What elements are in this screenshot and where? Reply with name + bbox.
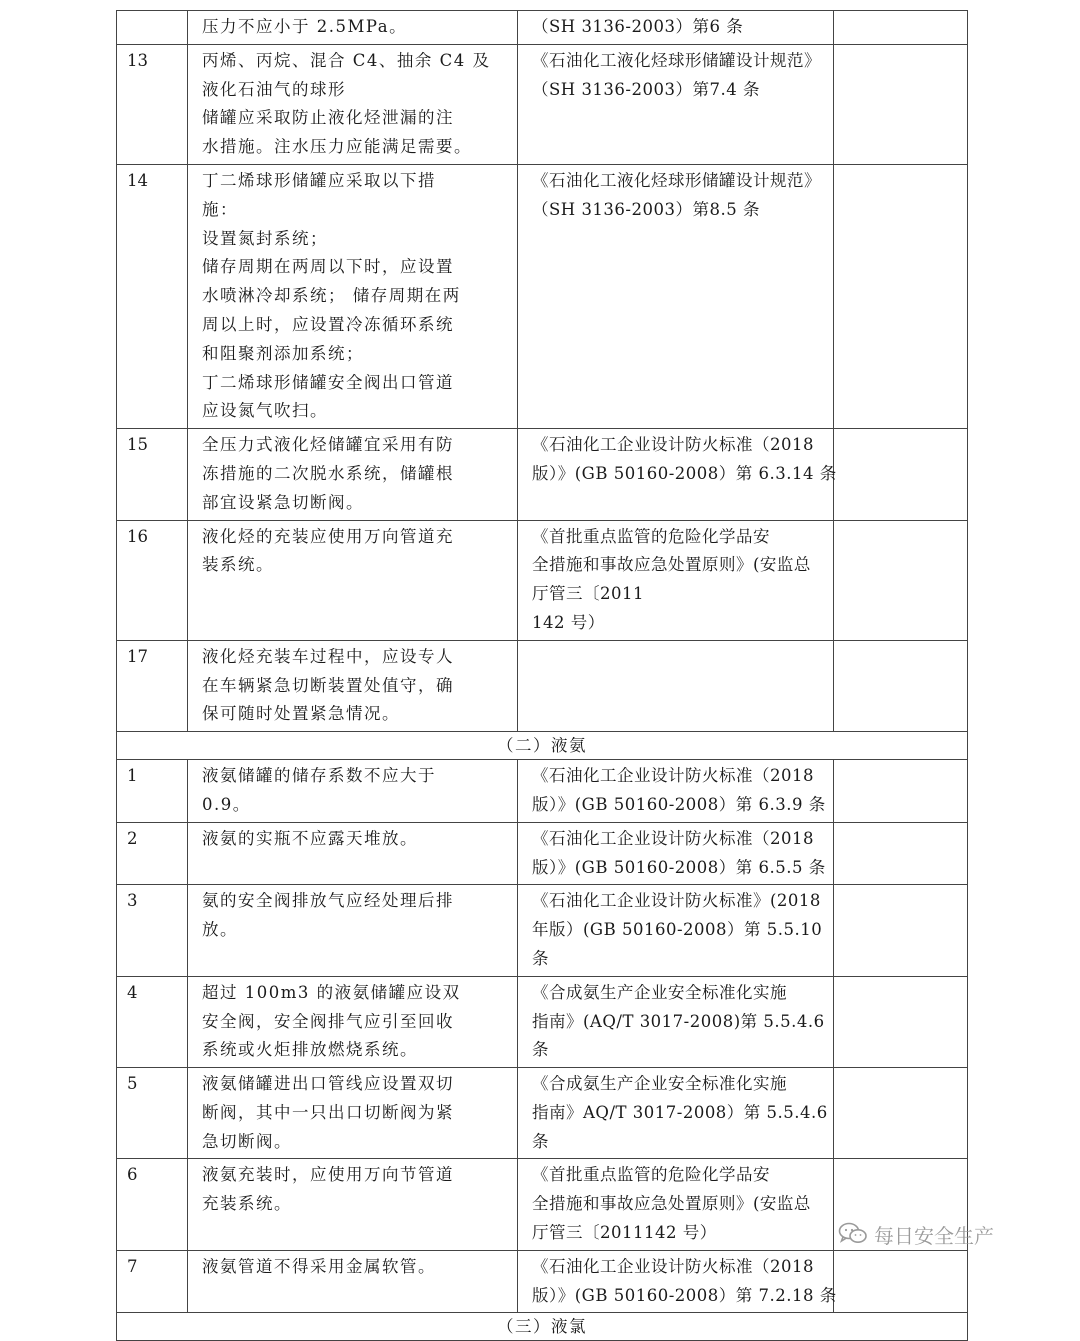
reference-cell (518, 11, 834, 45)
requirement-line: 液氨储罐的储存系数不应大于 (202, 766, 436, 786)
reference-cell (518, 44, 834, 164)
requirement-line: 充装系统。 (202, 1194, 292, 1214)
reference-line: 全措施和事故应急处置原则》(安监总 (532, 1194, 811, 1214)
reference-line: 《石油化工企业设计防火标准》(2018 (532, 891, 821, 911)
requirement-line: 安全阀，安全阀排气应引至回收 (202, 1011, 454, 1031)
reference-line: 指南》(AQ/T 3017-2008)第 5.5.4.6 (532, 1011, 825, 1031)
item-number: 2 (117, 822, 188, 885)
reference-cell (518, 520, 834, 640)
item-number: 5 (117, 1068, 188, 1159)
reference-line: 《石油化工企业设计防火标准（2018 (532, 435, 814, 455)
reference-line: 《石油化工企业设计防火标准（2018 (532, 766, 814, 786)
reference-line: 《石油化工液化烃球形储罐设计规范》 (532, 50, 821, 70)
requirement-line: 全压力式液化烃储罐宜采用有防 (202, 435, 454, 455)
requirement-line: 氨的安全阀排放气应经处理后排 (202, 891, 454, 911)
requirement-cell (188, 520, 518, 640)
table-row (117, 1250, 968, 1313)
remarks-cell (834, 11, 968, 45)
requirement-line: 冻措施的二次脱水系统，储罐根 (202, 463, 454, 483)
reference-cell (518, 1068, 834, 1159)
requirement-cell (188, 1250, 518, 1313)
requirement-line: 丁二烯球形储罐应采取以下措 (202, 170, 436, 190)
item-number: 14 (117, 164, 188, 428)
reference-cell (518, 429, 837, 520)
requirement-line: 超过 100m3 的液氨储罐应设双 (202, 982, 461, 1002)
wechat-icon (838, 1221, 868, 1247)
requirement-line: 水措施。注水压力应能满足需要。 (202, 137, 472, 157)
reference-cell (518, 760, 834, 823)
requirement-line: 保可随时处置紧急情况。 (202, 704, 400, 724)
requirement-line: 装系统。 (202, 555, 274, 575)
reference-line: 《石油化工企业设计防火标准（2018 (532, 1256, 814, 1276)
watermark (838, 1218, 994, 1250)
item-number: 17 (117, 640, 188, 731)
table-row (117, 976, 968, 1067)
item-number: 7 (117, 1250, 188, 1313)
item-number (117, 11, 188, 45)
requirement-line: 丁二烯球形储罐安全阀出口管道 (202, 372, 454, 392)
reference-line: （SH 3136-2003）第6 条 (532, 17, 744, 36)
requirement-line: 在车辆紧急切断装置处值守，确 (202, 675, 454, 695)
requirement-line: 压力不应小于 2.5MPa。 (202, 17, 408, 36)
reference-line: 142 号） (532, 612, 605, 632)
remarks-cell (834, 1068, 968, 1159)
regulation-document (116, 10, 968, 1341)
table-body (117, 11, 968, 1341)
item-number: 6 (117, 1159, 188, 1250)
reference-line: 版）》(GB 50160-2008）第 6.5.5 条 (532, 857, 826, 877)
reference-line: 全措施和事故应急处置原则》(安监总 (532, 555, 811, 575)
reference-line: 版）》(GB 50160-2008）第 6.3.14 条 (532, 463, 837, 483)
item-number: 3 (117, 885, 188, 976)
remarks-cell (834, 822, 968, 885)
requirement-cell (188, 822, 518, 885)
table-row (117, 640, 968, 731)
reference-cell (518, 1250, 837, 1313)
requirement-line: 液氨储罐进出口管线应设置双切 (202, 1074, 454, 1094)
reference-line: 《合成氨生产企业安全标准化实施 (532, 1074, 787, 1094)
reference-line: 厅管三〔2011142 号） (532, 1223, 717, 1243)
requirement-line: 部宜设紧急切断阀。 (202, 492, 364, 512)
requirement-cell (188, 1159, 518, 1250)
requirement-line: 0.9。 (202, 794, 251, 814)
reference-line: 条 (532, 1131, 549, 1151)
reference-cell (518, 885, 834, 976)
reference-line: 《首批重点监管的危险化学品安 (532, 526, 770, 546)
reference-line: 版）》(GB 50160-2008）第 7.2.18 条 (532, 1285, 837, 1305)
reference-cell (518, 822, 834, 885)
section-header-row (117, 1313, 968, 1341)
reference-cell (518, 640, 834, 731)
table-row (117, 885, 968, 976)
requirement-line: 和阻聚剂添加系统； (202, 343, 364, 363)
remarks-cell (834, 1250, 968, 1313)
requirement-line: 施： (202, 199, 238, 219)
reference-line: 《石油化工液化烃球形储罐设计规范》 (532, 170, 821, 190)
requirement-line: 液化石油气的球形 (202, 79, 346, 99)
requirement-cell (188, 760, 518, 823)
reference-line: 条 (532, 948, 549, 968)
remarks-cell (834, 640, 968, 731)
requirement-cell (188, 1068, 518, 1159)
item-number: 16 (117, 520, 188, 640)
regulation-table (116, 10, 968, 1341)
reference-line: 《合成氨生产企业安全标准化实施 (532, 982, 787, 1002)
section-header-row (117, 732, 968, 760)
requirement-line: 液化烃充装车过程中，应设专人 (202, 646, 454, 666)
remarks-cell (834, 44, 968, 164)
table-row (117, 822, 968, 885)
requirement-cell (188, 11, 518, 45)
reference-cell (518, 976, 834, 1067)
reference-line: 《首批重点监管的危险化学品安 (532, 1165, 770, 1185)
item-number: 1 (117, 760, 188, 823)
item-number: 15 (117, 429, 188, 520)
requirement-line: 液化烃的充装应使用万向管道充 (202, 526, 454, 546)
reference-cell (518, 164, 834, 428)
watermark-text: 每日安全生产 (874, 1223, 994, 1248)
requirement-line: 断阀，其中一只出口切断阀为紧 (202, 1102, 454, 1122)
table-row (117, 1068, 968, 1159)
table-row (117, 429, 968, 520)
table-row (117, 11, 968, 45)
table-row (117, 44, 968, 164)
table-row (117, 520, 968, 640)
requirement-line: 液氨充装时，应使用万向节管道 (202, 1165, 454, 1185)
requirement-cell (188, 44, 518, 164)
item-number: 13 (117, 44, 188, 164)
requirement-line: 水喷淋冷却系统； 储存周期在两 (202, 286, 461, 306)
reference-line: 版）》(GB 50160-2008）第 6.3.9 条 (532, 794, 826, 814)
requirement-line: 系统或火炬排放燃烧系统。 (202, 1040, 418, 1060)
reference-line: 条 (532, 1040, 549, 1060)
requirement-cell (188, 640, 518, 731)
section-title: （二）液氨 (117, 732, 968, 760)
requirement-line: 周以上时，应设置冷冻循环系统 (202, 314, 454, 334)
requirement-line: 储存周期在两周以下时，应设置 (202, 257, 454, 277)
remarks-cell (834, 520, 968, 640)
reference-line: （SH 3136-2003）第8.5 条 (532, 199, 760, 219)
requirement-cell (188, 885, 518, 976)
item-number: 4 (117, 976, 188, 1067)
requirement-line: 储罐应采取防止液化烃泄漏的注 (202, 108, 454, 128)
requirement-line: 设置氮封系统； (202, 228, 328, 248)
requirement-line: 液氨管道不得采用金属软管。 (202, 1256, 436, 1276)
remarks-cell (834, 885, 968, 976)
reference-line: 指南》AQ/T 3017-2008）第 5.5.4.6 (532, 1102, 828, 1122)
reference-line: 《石油化工企业设计防火标准（2018 (532, 828, 814, 848)
requirement-line: 丙烯、丙烷、混合 C4、抽余 C4 及 (202, 50, 491, 70)
reference-line: 厅管三〔2011 (532, 584, 644, 604)
requirement-line: 放。 (202, 920, 238, 940)
remarks-cell (834, 976, 968, 1067)
requirement-cell (188, 429, 518, 520)
table-row (117, 164, 968, 428)
requirement-line: 急切断阀。 (202, 1131, 292, 1151)
remarks-cell (834, 164, 968, 428)
requirement-line: 液氨的实瓶不应露天堆放。 (202, 828, 418, 848)
table-row (117, 760, 968, 823)
reference-line: 年版）(GB 50160-2008）第 5.5.10 (532, 920, 823, 940)
requirement-cell (188, 164, 518, 428)
section-title: （三）液氯 (117, 1313, 968, 1341)
remarks-cell (834, 760, 968, 823)
requirement-cell (188, 976, 518, 1067)
reference-line: （SH 3136-2003）第7.4 条 (532, 79, 760, 99)
reference-cell (518, 1159, 834, 1250)
requirement-line: 应设氮气吹扫。 (202, 401, 328, 421)
remarks-cell (834, 429, 968, 520)
